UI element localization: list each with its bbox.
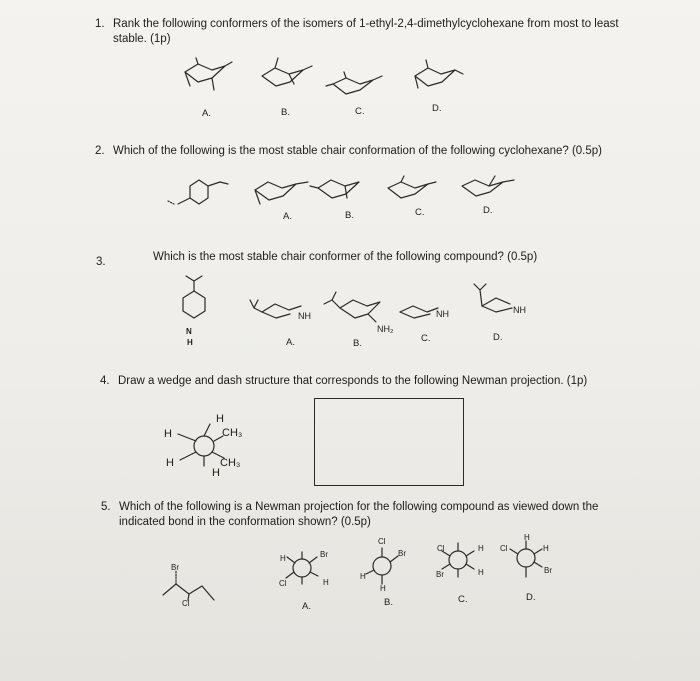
q5-newman-d [510,541,542,577]
q3-chair-d [474,284,512,312]
question-2-number: 2. [95,145,105,157]
q1-option-d-label: D. [432,103,442,114]
q2-option-a-label: A. [283,211,292,222]
q3-a-nh-label: NH [298,311,311,321]
q5-a-h: H [280,554,286,563]
q3-ring-h-label: H [187,338,193,347]
q3-b-nh2-label: NH₂ [377,324,394,334]
q3-option-a-label: A. [286,337,295,348]
q3-reference-structure [183,276,205,318]
q3-c-nh-label: NH [436,309,449,319]
q5-b-h2: H [380,584,386,593]
question-5-text-line2: indicated bond in the conformation shown? (0.5p) [119,516,371,528]
q5-d-cl: Cl [500,544,508,553]
q5-newman-c [442,543,474,577]
q5-b-br: Br [398,549,406,558]
q2-option-c-label: C. [415,207,425,218]
q4-newman-projection [178,424,224,466]
q5-c-h: H [478,544,484,553]
q5-option-b-label: B. [384,597,393,608]
q2-option-b-label: B. [345,210,354,221]
q5-newman-a [286,552,318,584]
q2-option-d-label: D. [483,205,493,216]
q5-compound-structure [163,571,214,600]
question-3-number: 3. [96,256,106,268]
question-5-number: 5. [101,501,111,513]
q5-option-a-label: A. [302,601,311,612]
q3-chair-b [324,292,380,322]
question-1-text-line2: stable. (1p) [113,33,171,45]
q5-d-h2: H [543,544,549,553]
question-1-text: Rank the following conformers of the isomers of 1-ethyl-2,4-dimethylcyclohexane from most to least [113,18,619,30]
q5-newman-b [366,548,398,584]
q5-c-br: Br [436,570,444,579]
q2-hexagon-reference [168,180,228,204]
q5-d-br: Br [544,566,552,575]
newman-left-top-h: H [164,428,172,440]
q1-chair-c [326,72,382,94]
q5-c-h2: H [478,568,484,577]
q3-option-b-label: B. [353,338,362,349]
q3-option-c-label: C. [421,333,431,344]
newman-left-bottom-h: H [166,457,174,469]
q5-option-c-label: C. [458,594,468,605]
question-5-text: Which of the following is a Newman projection for the following compound as viewed down the [119,501,599,513]
newman-bottom-h: H [212,467,220,479]
q1-option-a-label: A. [202,108,211,119]
question-4-number: 4. [100,375,110,387]
newman-right-bottom-ch3: CH₃ [220,457,241,469]
q2-chair-d [462,176,514,196]
q1-chair-b [262,58,312,86]
newman-right-top-ch3: CH₃ [222,427,243,439]
q5-compound-cl: Cl [182,599,190,608]
question-4-text: Draw a wedge and dash structure that corresponds to the following Newman projection. (1p) [118,375,588,387]
newman-top-h: H [216,413,224,425]
q1-option-c-label: C. [355,106,365,117]
q5-compound-br: Br [171,563,179,572]
q2-chair-c [388,176,436,198]
q1-chair-a [185,58,232,90]
q3-chair-a [250,300,301,318]
question-2-text: Which of the following is the most stable chair conformation of the following cyclohexane? (0.5p) [113,145,603,157]
q5-d-h: H [524,533,530,542]
q2-chair-a [255,182,308,204]
q3-ring-n-label: N [186,327,192,336]
q5-a-cl: Cl [279,579,287,588]
q1-chair-d [415,60,463,88]
q3-chair-c [400,306,438,318]
q5-a-br: Br [320,550,328,559]
question-3-text: Which is the most stable chair conformer of the following compound? (0.5p) [153,251,538,263]
q3-d-nh-label: NH [513,305,526,315]
q5-c-cl: Cl [437,544,445,553]
q5-a-h2: H [323,578,329,587]
q5-b-cl: Cl [378,537,386,546]
q1-option-b-label: B. [281,107,290,118]
q3-option-d-label: D. [493,332,503,343]
q5-b-h: H [360,572,366,581]
q2-chair-b [310,180,359,198]
q5-option-d-label: D. [526,592,536,603]
question-1-number: 1. [95,18,105,30]
